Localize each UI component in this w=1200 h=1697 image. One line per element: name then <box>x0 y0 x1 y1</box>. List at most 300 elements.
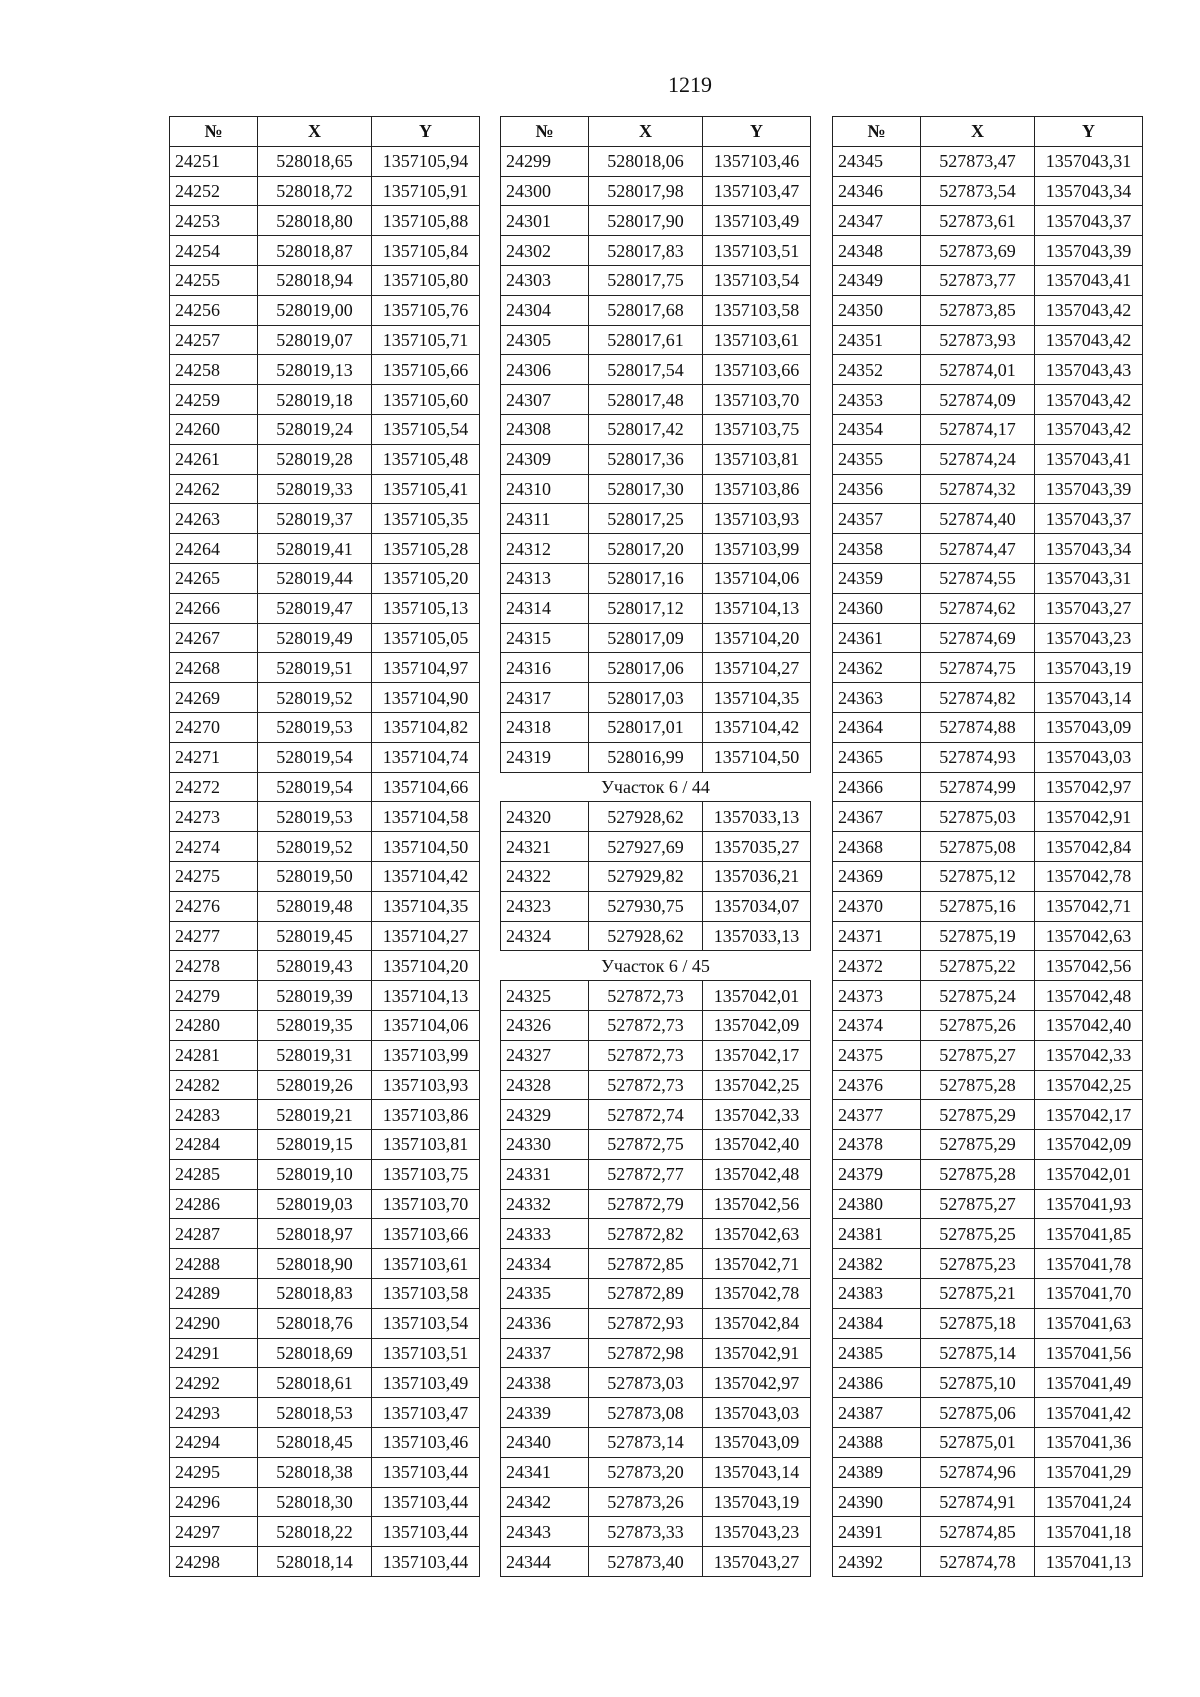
point-number-cell: 24387 <box>833 1398 921 1428</box>
point-number-cell: 24314 <box>501 593 589 623</box>
table-row <box>501 742 811 772</box>
y-value-cell: 1357104,13 <box>372 981 480 1011</box>
x-value-cell: 528017,48 <box>589 385 703 415</box>
x-value-cell: 527874,99 <box>921 772 1035 802</box>
y-value-cell: 1357105,20 <box>372 563 480 593</box>
table-row <box>501 1159 811 1189</box>
y-value-cell: 1357043,42 <box>1035 414 1143 444</box>
x-value-cell: 527872,93 <box>589 1308 703 1338</box>
table-row <box>170 683 480 713</box>
x-value-cell: 527873,08 <box>589 1398 703 1428</box>
table-row <box>833 1398 1143 1428</box>
point-number-cell: 24331 <box>501 1159 589 1189</box>
x-value-cell: 528019,52 <box>258 832 372 862</box>
y-value-cell: 1357104,82 <box>372 712 480 742</box>
y-value-cell: 1357042,78 <box>1035 861 1143 891</box>
y-value-cell: 1357041,63 <box>1035 1308 1143 1338</box>
table-row <box>501 1189 811 1219</box>
y-value-cell: 1357103,93 <box>372 1070 480 1100</box>
table-row <box>833 385 1143 415</box>
coordinates-table-2 <box>500 116 811 1577</box>
x-value-cell: 528018,83 <box>258 1279 372 1309</box>
y-value-cell: 1357042,40 <box>703 1130 811 1160</box>
section-label: Участок 6 / 44 <box>501 772 811 802</box>
y-value-cell: 1357104,90 <box>372 683 480 713</box>
y-value-cell: 1357042,17 <box>1035 1100 1143 1130</box>
table-row <box>501 1428 811 1458</box>
x-value-cell: 528019,53 <box>258 802 372 832</box>
x-value-cell: 528019,24 <box>258 414 372 444</box>
table-row <box>170 802 480 832</box>
table-row <box>501 921 811 951</box>
y-value-cell: 1357042,56 <box>1035 951 1143 981</box>
y-value-cell: 1357103,70 <box>703 385 811 415</box>
x-value-cell: 527874,09 <box>921 385 1035 415</box>
table-row <box>170 265 480 295</box>
x-value-cell: 527873,33 <box>589 1517 703 1547</box>
table-row <box>833 146 1143 176</box>
point-number-cell: 24375 <box>833 1040 921 1070</box>
x-value-cell: 528018,06 <box>589 146 703 176</box>
point-number-cell: 24327 <box>501 1040 589 1070</box>
table-row <box>833 1040 1143 1070</box>
point-number-cell: 24280 <box>170 1010 258 1040</box>
x-value-cell: 527875,26 <box>921 1010 1035 1040</box>
x-value-cell: 527874,85 <box>921 1517 1035 1547</box>
y-value-cell: 1357042,25 <box>1035 1070 1143 1100</box>
point-number-cell: 24339 <box>501 1398 589 1428</box>
point-number-cell: 24269 <box>170 683 258 713</box>
x-value-cell: 528019,00 <box>258 295 372 325</box>
table-row <box>833 1010 1143 1040</box>
table-row <box>833 593 1143 623</box>
x-value-cell: 527875,18 <box>921 1308 1035 1338</box>
table-row <box>501 534 811 564</box>
table-row <box>833 891 1143 921</box>
x-value-cell: 527874,40 <box>921 504 1035 534</box>
table-row <box>501 1547 811 1577</box>
point-number-cell: 24349 <box>833 265 921 295</box>
table-row <box>833 861 1143 891</box>
table-row <box>833 355 1143 385</box>
y-value-cell: 1357042,97 <box>1035 772 1143 802</box>
y-value-cell: 1357041,93 <box>1035 1189 1143 1219</box>
x-value-cell: 527873,26 <box>589 1487 703 1517</box>
x-value-cell: 528019,41 <box>258 534 372 564</box>
table-header-row <box>501 117 811 147</box>
point-number-cell: 24263 <box>170 504 258 534</box>
x-value-cell: 527874,55 <box>921 563 1035 593</box>
table-row <box>170 504 480 534</box>
coordinates-table-1 <box>169 116 480 1577</box>
x-value-cell: 527873,69 <box>921 236 1035 266</box>
table-row <box>170 1368 480 1398</box>
x-value-cell: 528019,10 <box>258 1159 372 1189</box>
y-value-cell: 1357041,70 <box>1035 1279 1143 1309</box>
x-value-cell: 528019,47 <box>258 593 372 623</box>
point-number-cell: 24310 <box>501 474 589 504</box>
point-number-cell: 24301 <box>501 206 589 236</box>
point-number-cell: 24321 <box>501 832 589 862</box>
y-value-cell: 1357103,54 <box>372 1308 480 1338</box>
point-number-cell: 24329 <box>501 1100 589 1130</box>
point-number-cell: 24368 <box>833 832 921 862</box>
point-number-cell: 24267 <box>170 623 258 653</box>
table-row <box>501 1219 811 1249</box>
y-value-cell: 1357103,61 <box>703 325 811 355</box>
y-value-cell: 1357105,54 <box>372 414 480 444</box>
x-value-cell: 528018,97 <box>258 1219 372 1249</box>
point-number-cell: 24254 <box>170 236 258 266</box>
point-number-cell: 24383 <box>833 1279 921 1309</box>
point-number-cell: 24390 <box>833 1487 921 1517</box>
table-row <box>501 1308 811 1338</box>
point-number-cell: 24273 <box>170 802 258 832</box>
x-value-cell: 527874,69 <box>921 623 1035 653</box>
y-value-cell: 1357042,33 <box>1035 1040 1143 1070</box>
y-value-cell: 1357104,74 <box>372 742 480 772</box>
x-value-cell: 527873,40 <box>589 1547 703 1577</box>
x-value-cell: 528017,03 <box>589 683 703 713</box>
point-number-cell: 24381 <box>833 1219 921 1249</box>
x-value-cell: 527872,73 <box>589 1040 703 1070</box>
table-row <box>170 1219 480 1249</box>
point-number-cell: 24284 <box>170 1130 258 1160</box>
point-number-cell: 24265 <box>170 563 258 593</box>
x-value-cell: 527928,62 <box>589 921 703 951</box>
y-value-cell: 1357041,49 <box>1035 1368 1143 1398</box>
point-number-cell: 24264 <box>170 534 258 564</box>
table-row <box>170 1517 480 1547</box>
point-number-cell: 24253 <box>170 206 258 236</box>
y-value-cell: 1357105,71 <box>372 325 480 355</box>
x-value-cell: 528019,35 <box>258 1010 372 1040</box>
y-value-cell: 1357103,86 <box>372 1100 480 1130</box>
y-value-cell: 1357104,35 <box>703 683 811 713</box>
point-number-cell: 24308 <box>501 414 589 444</box>
point-number-cell: 24373 <box>833 981 921 1011</box>
table-row <box>833 981 1143 1011</box>
x-value-cell: 528018,38 <box>258 1457 372 1487</box>
y-value-cell: 1357043,27 <box>703 1547 811 1577</box>
y-value-cell: 1357104,50 <box>372 832 480 862</box>
x-value-cell: 528019,53 <box>258 712 372 742</box>
x-value-cell: 527875,12 <box>921 861 1035 891</box>
x-value-cell: 527874,93 <box>921 742 1035 772</box>
table-row <box>501 683 811 713</box>
y-value-cell: 1357043,09 <box>1035 712 1143 742</box>
point-number-cell: 24276 <box>170 891 258 921</box>
y-value-cell: 1357042,63 <box>703 1219 811 1249</box>
y-value-cell: 1357043,42 <box>1035 295 1143 325</box>
y-value-cell: 1357105,60 <box>372 385 480 415</box>
x-value-cell: 528017,54 <box>589 355 703 385</box>
table-row <box>170 1338 480 1368</box>
header-x: X <box>258 117 372 147</box>
point-number-cell: 24330 <box>501 1130 589 1160</box>
point-number-cell: 24271 <box>170 742 258 772</box>
x-value-cell: 528019,03 <box>258 1189 372 1219</box>
y-value-cell: 1357103,75 <box>372 1159 480 1189</box>
table-row <box>501 1487 811 1517</box>
y-value-cell: 1357042,48 <box>1035 981 1143 1011</box>
y-value-cell: 1357105,88 <box>372 206 480 236</box>
table-row <box>501 1249 811 1279</box>
table-row <box>170 414 480 444</box>
y-value-cell: 1357041,24 <box>1035 1487 1143 1517</box>
x-value-cell: 528019,33 <box>258 474 372 504</box>
y-value-cell: 1357103,49 <box>703 206 811 236</box>
x-value-cell: 528019,43 <box>258 951 372 981</box>
point-number-cell: 24275 <box>170 861 258 891</box>
y-value-cell: 1357043,14 <box>1035 683 1143 713</box>
table-row <box>170 981 480 1011</box>
table-row <box>170 1130 480 1160</box>
point-number-cell: 24294 <box>170 1428 258 1458</box>
x-value-cell: 528019,52 <box>258 683 372 713</box>
x-value-cell: 527875,25 <box>921 1219 1035 1249</box>
point-number-cell: 24277 <box>170 921 258 951</box>
point-number-cell: 24297 <box>170 1517 258 1547</box>
table-row <box>833 534 1143 564</box>
point-number-cell: 24306 <box>501 355 589 385</box>
table-row <box>170 653 480 683</box>
table-row <box>833 236 1143 266</box>
table-row <box>833 802 1143 832</box>
y-value-cell: 1357103,66 <box>372 1219 480 1249</box>
point-number-cell: 24333 <box>501 1219 589 1249</box>
x-value-cell: 527875,16 <box>921 891 1035 921</box>
y-value-cell: 1357103,44 <box>372 1547 480 1577</box>
table-row <box>833 325 1143 355</box>
point-number-cell: 24281 <box>170 1040 258 1070</box>
table-row <box>833 1189 1143 1219</box>
table-row <box>170 534 480 564</box>
y-value-cell: 1357105,13 <box>372 593 480 623</box>
x-value-cell: 527872,73 <box>589 1070 703 1100</box>
point-number-cell: 24374 <box>833 1010 921 1040</box>
x-value-cell: 527929,82 <box>589 861 703 891</box>
x-value-cell: 527873,03 <box>589 1368 703 1398</box>
point-number-cell: 24344 <box>501 1547 589 1577</box>
y-value-cell: 1357103,81 <box>703 444 811 474</box>
table-row <box>170 385 480 415</box>
point-number-cell: 24274 <box>170 832 258 862</box>
table-row <box>833 176 1143 206</box>
table-row <box>833 1308 1143 1338</box>
x-value-cell: 527874,75 <box>921 653 1035 683</box>
x-value-cell: 528018,87 <box>258 236 372 266</box>
table-row <box>501 1070 811 1100</box>
table-row <box>833 1547 1143 1577</box>
point-number-cell: 24347 <box>833 206 921 236</box>
y-value-cell: 1357042,25 <box>703 1070 811 1100</box>
x-value-cell: 528019,26 <box>258 1070 372 1100</box>
section-row <box>501 772 811 802</box>
point-number-cell: 24288 <box>170 1249 258 1279</box>
y-value-cell: 1357041,29 <box>1035 1457 1143 1487</box>
table-row <box>833 1130 1143 1160</box>
x-value-cell: 528017,09 <box>589 623 703 653</box>
y-value-cell: 1357104,27 <box>703 653 811 683</box>
y-value-cell: 1357043,39 <box>1035 236 1143 266</box>
table-row <box>170 1040 480 1070</box>
table-row <box>501 265 811 295</box>
table-row <box>170 1457 480 1487</box>
table-row <box>501 355 811 385</box>
table-row <box>501 414 811 444</box>
point-number-cell: 24322 <box>501 861 589 891</box>
table-row <box>170 951 480 981</box>
table-row <box>501 1338 811 1368</box>
y-value-cell: 1357103,93 <box>703 504 811 534</box>
x-value-cell: 527875,23 <box>921 1249 1035 1279</box>
x-value-cell: 528019,54 <box>258 772 372 802</box>
table-row <box>501 1457 811 1487</box>
x-value-cell: 528018,53 <box>258 1398 372 1428</box>
point-number-cell: 24389 <box>833 1457 921 1487</box>
table-row <box>170 1428 480 1458</box>
table-row <box>833 504 1143 534</box>
y-value-cell: 1357042,71 <box>703 1249 811 1279</box>
table-row <box>501 146 811 176</box>
y-value-cell: 1357042,01 <box>1035 1159 1143 1189</box>
point-number-cell: 24346 <box>833 176 921 206</box>
point-number-cell: 24286 <box>170 1189 258 1219</box>
point-number-cell: 24295 <box>170 1457 258 1487</box>
table-row <box>501 653 811 683</box>
point-number-cell: 24285 <box>170 1159 258 1189</box>
point-number-cell: 24282 <box>170 1070 258 1100</box>
point-number-cell: 24258 <box>170 355 258 385</box>
y-value-cell: 1357042,84 <box>1035 832 1143 862</box>
table-row <box>501 176 811 206</box>
x-value-cell: 527875,10 <box>921 1368 1035 1398</box>
x-value-cell: 527873,20 <box>589 1457 703 1487</box>
y-value-cell: 1357042,84 <box>703 1308 811 1338</box>
table-row <box>501 474 811 504</box>
x-value-cell: 527875,27 <box>921 1189 1035 1219</box>
point-number-cell: 24351 <box>833 325 921 355</box>
table-row <box>501 504 811 534</box>
table-row <box>170 563 480 593</box>
table-row <box>501 1040 811 1070</box>
x-value-cell: 527875,24 <box>921 981 1035 1011</box>
point-number-cell: 24384 <box>833 1308 921 1338</box>
point-number-cell: 24348 <box>833 236 921 266</box>
y-value-cell: 1357043,41 <box>1035 265 1143 295</box>
y-value-cell: 1357103,46 <box>703 146 811 176</box>
y-value-cell: 1357041,36 <box>1035 1428 1143 1458</box>
point-number-cell: 24336 <box>501 1308 589 1338</box>
y-value-cell: 1357104,42 <box>372 861 480 891</box>
point-number-cell: 24386 <box>833 1368 921 1398</box>
y-value-cell: 1357043,14 <box>703 1457 811 1487</box>
y-value-cell: 1357042,56 <box>703 1189 811 1219</box>
y-value-cell: 1357105,35 <box>372 504 480 534</box>
x-value-cell: 527875,19 <box>921 921 1035 951</box>
table-row <box>833 1368 1143 1398</box>
y-value-cell: 1357043,41 <box>1035 444 1143 474</box>
table-row <box>170 921 480 951</box>
y-value-cell: 1357103,46 <box>372 1428 480 1458</box>
x-value-cell: 528017,75 <box>589 265 703 295</box>
table-row <box>170 1070 480 1100</box>
table-row <box>170 1487 480 1517</box>
table-row <box>833 206 1143 236</box>
point-number-cell: 24372 <box>833 951 921 981</box>
point-number-cell: 24304 <box>501 295 589 325</box>
y-value-cell: 1357042,40 <box>1035 1010 1143 1040</box>
point-number-cell: 24369 <box>833 861 921 891</box>
x-value-cell: 528017,20 <box>589 534 703 564</box>
table-row <box>501 1517 811 1547</box>
table-row <box>501 385 811 415</box>
header-number: № <box>833 117 921 147</box>
x-value-cell: 528018,22 <box>258 1517 372 1547</box>
y-value-cell: 1357043,03 <box>1035 742 1143 772</box>
y-value-cell: 1357043,37 <box>1035 504 1143 534</box>
y-value-cell: 1357103,44 <box>372 1517 480 1547</box>
table-row <box>833 1338 1143 1368</box>
page-number: 1219 <box>668 72 712 97</box>
table-row <box>501 325 811 355</box>
x-value-cell: 528019,28 <box>258 444 372 474</box>
point-number-cell: 24337 <box>501 1338 589 1368</box>
x-value-cell: 527875,21 <box>921 1279 1035 1309</box>
x-value-cell: 527873,47 <box>921 146 1035 176</box>
table-row <box>170 146 480 176</box>
y-value-cell: 1357103,44 <box>372 1457 480 1487</box>
point-number-cell: 24302 <box>501 236 589 266</box>
y-value-cell: 1357035,27 <box>703 832 811 862</box>
table-row <box>833 1159 1143 1189</box>
header-x: X <box>589 117 703 147</box>
y-value-cell: 1357041,42 <box>1035 1398 1143 1428</box>
table-row <box>833 1457 1143 1487</box>
x-value-cell: 528017,36 <box>589 444 703 474</box>
x-value-cell: 527874,82 <box>921 683 1035 713</box>
x-value-cell: 528019,13 <box>258 355 372 385</box>
table-row <box>833 683 1143 713</box>
x-value-cell: 528018,76 <box>258 1308 372 1338</box>
x-value-cell: 527872,74 <box>589 1100 703 1130</box>
point-number-cell: 24311 <box>501 504 589 534</box>
y-value-cell: 1357104,42 <box>703 712 811 742</box>
table-row <box>170 1100 480 1130</box>
y-value-cell: 1357041,18 <box>1035 1517 1143 1547</box>
x-value-cell: 527872,98 <box>589 1338 703 1368</box>
header-number: № <box>501 117 589 147</box>
point-number-cell: 24380 <box>833 1189 921 1219</box>
y-value-cell: 1357043,09 <box>703 1428 811 1458</box>
point-number-cell: 24270 <box>170 712 258 742</box>
table-row <box>170 355 480 385</box>
point-number-cell: 24309 <box>501 444 589 474</box>
table-row <box>833 1070 1143 1100</box>
point-number-cell: 24363 <box>833 683 921 713</box>
x-value-cell: 528019,48 <box>258 891 372 921</box>
y-value-cell: 1357042,78 <box>703 1279 811 1309</box>
table-row <box>170 861 480 891</box>
point-number-cell: 24341 <box>501 1457 589 1487</box>
point-number-cell: 24367 <box>833 802 921 832</box>
x-value-cell: 527873,85 <box>921 295 1035 325</box>
x-value-cell: 528017,12 <box>589 593 703 623</box>
point-number-cell: 24343 <box>501 1517 589 1547</box>
table-row <box>170 772 480 802</box>
point-number-cell: 24323 <box>501 891 589 921</box>
